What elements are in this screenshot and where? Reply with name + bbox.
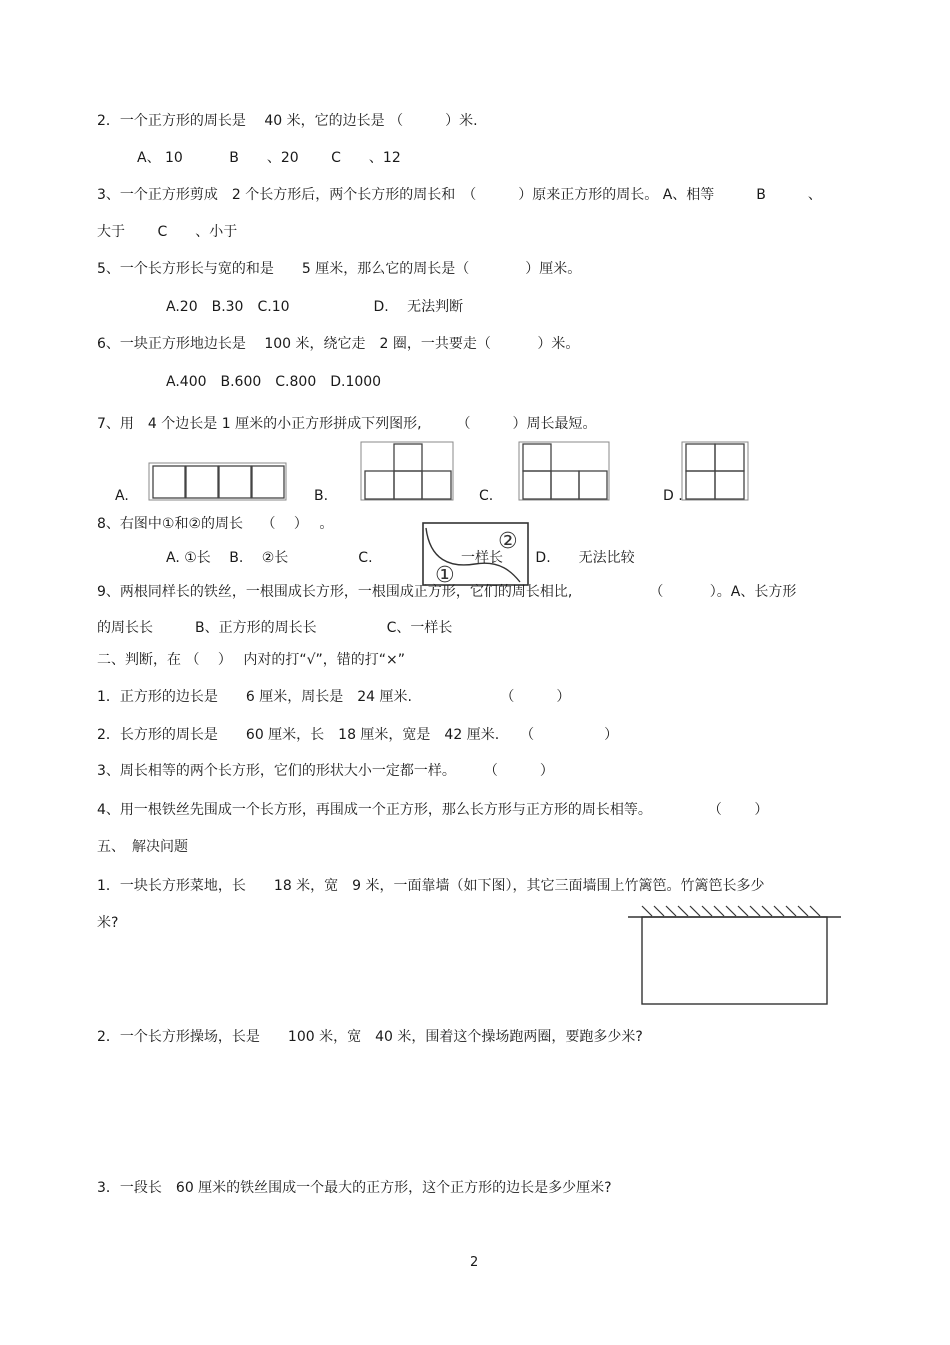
page-number: 2: [470, 1255, 479, 1270]
q7-figure-c: [518, 441, 611, 501]
plot-rectangle: [642, 917, 827, 1004]
q2-options: A、 10 B 、20 C 、12: [137, 150, 401, 166]
q7-label-b: B.: [314, 488, 329, 504]
q5-text: 5、一个长方形长与宽的和是 5 厘米，那么它的周长是（ ）厘米。: [97, 261, 582, 277]
section-2-heading: 二、判断，在 （ ） 内对的打“√”，错的打“×”: [97, 652, 406, 668]
wall-hatching: [642, 906, 820, 916]
section-5-heading: 五、 解决问题: [97, 839, 188, 855]
q8-options: A. ①长 B. ②长 C. 一样长 D. 无法比较: [166, 550, 635, 566]
solve-2-text: 2．一个长方形操场，长是 100 米，宽 40 米，围着这个操场跑两圈，要跑多少米?: [97, 1029, 643, 1045]
q6-text: 6、一块正方形地边长是 100 米，绕它走 2 圈，一共要走（ ）米。: [97, 336, 580, 352]
vegetable-plot-figure: [626, 900, 844, 1008]
q8-region-2: ②: [498, 529, 518, 554]
q8-text: 8、右图中①和②的周长 （ ） 。: [97, 516, 334, 532]
solve-3-text: 3．一段长 60 厘米的铁丝围成一个最大的正方形，这个正方形的边长是多少厘米?: [97, 1180, 612, 1196]
q7-figure-b: [360, 441, 455, 501]
q6-options: A.400 B.600 C.800 D.1000: [166, 374, 382, 390]
solve-1-line1: 1．一块长方形菜地，长 18 米，宽 9 米，一面靠墙（如下图），其它三面墙围上竹篱笆。竹篱笆长多少: [97, 878, 765, 894]
judge-item-2: 2．长方形的周长是 60 厘米，长 18 厘米，宽是 42 厘米. （ ）: [97, 727, 619, 743]
q3-text-line1: 3、一个正方形剪成 2 个长方形后，两个长方形的周长和 （ ）原来正方形的周长。 A、相等 B 、: [97, 187, 822, 203]
q7-label-d: D .: [663, 488, 683, 504]
q2-text: 2．一个正方形的周长是 40 米，它的边长是 （ ）米.: [97, 113, 478, 129]
q7-label-c: C.: [479, 488, 494, 504]
q7-label-a: A.: [115, 488, 129, 504]
judge-item-3: 3、周长相等的两个长方形，它们的形状大小一定都一样。 （ ）: [97, 763, 554, 779]
q7-figure-d: [681, 441, 749, 501]
judge-item-1: 1．正方形的边长是 6 厘米，周长是 24 厘米. （ ）: [97, 689, 571, 705]
q8-region-1: ①: [435, 563, 455, 588]
q7-text: 7、用 4 个边长是 1 厘米的小正方形拼成下列图形, （ ）周长最短。: [97, 416, 597, 432]
judge-item-4: 4、用一根铁丝先围成一个长方形，再围成一个正方形，那么长方形与正方形的周长相等。 （ ）: [97, 802, 769, 818]
q3-text-line2: 大于 C 、小于: [97, 224, 238, 240]
q9-text-line1: 9、两根同样长的铁丝，一根围成长方形，一根围成正方形，它们的周长相比, （ ）。A、长方形: [97, 584, 797, 600]
q5-options: A.20 B.30 C.10 D. 无法判断: [166, 299, 464, 315]
solve-1-line2: 米?: [97, 915, 119, 931]
q9-text-line2: 的周长长 B、正方形的周长长 C、一样长: [97, 620, 453, 636]
q7-figure-a: [148, 462, 288, 502]
